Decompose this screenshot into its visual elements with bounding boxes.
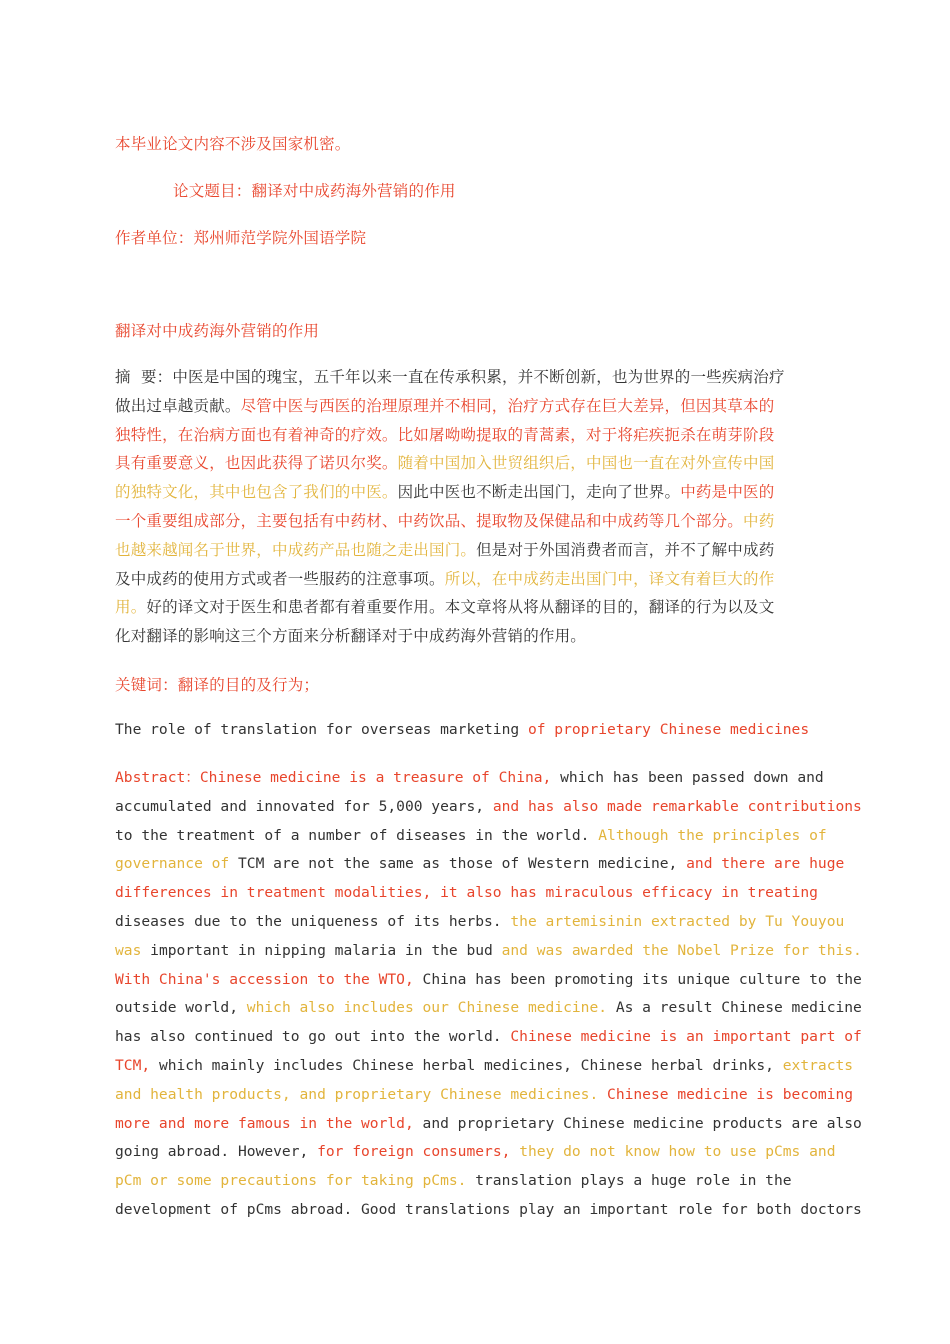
text-segment: of proprietary Chinese medicines (527, 721, 810, 738)
chinese-abstract-line (115, 421, 835, 450)
text-segment: governance of (115, 855, 239, 873)
text-segment: differences in treatment modalities, it also has miraculous efficacy in treating (115, 884, 818, 902)
text-segment: more and more famous in the world, (115, 1114, 423, 1132)
text-segment: has also continued to go out into the world. (115, 1028, 511, 1046)
text-segment: and there are huge (686, 855, 845, 873)
text-segment: 比如屠呦呦提取的青蒿素，对于将疟疾扼杀在萌芽阶段 (397, 425, 775, 444)
english-abstract-line (115, 966, 862, 995)
text-segment: 尽管中医与西医的治理原理并不相同，治疗方式存在巨大差异，但因其草本的 (240, 396, 775, 415)
text-segment: extracts (782, 1056, 854, 1074)
text-segment: for foreign consumers, (317, 1143, 520, 1161)
keywords: 关键词：翻译的目的及行为； (115, 676, 320, 694)
english-abstract-line (115, 1081, 854, 1110)
text-segment: 及中成药的使用方式或者一些服药的注意事项。 (115, 569, 445, 588)
text-segment: pCm or some precautions for taking pCms. (115, 1172, 476, 1190)
text-segment: 做出过卓越贡献。 (115, 396, 241, 415)
chinese-abstract-line (115, 507, 835, 536)
english-abstract-line (115, 1138, 835, 1167)
english-abstract-line (115, 850, 845, 879)
chinese-abstract-line (115, 536, 835, 565)
english-title-line (115, 716, 835, 745)
text-segment: TCM are not the same as those of Western medicine, (238, 855, 687, 873)
english-abstract-line (115, 937, 862, 966)
english-abstract-line (115, 908, 845, 937)
chinese-abstract-line (115, 565, 835, 594)
text-segment: important in nipping malaria in the bud (150, 941, 502, 959)
chinese-abstract (115, 363, 835, 651)
english-abstract-line (115, 1023, 862, 1052)
text-segment: Chinese medicine is a treasure of China, (199, 769, 552, 786)
text-segment: 因此中医也不断走出国门，走向了世界。 (397, 483, 681, 502)
text-segment: development of pCms abroad. Good translations play an important role for both doctors (115, 1200, 862, 1218)
english-abstract-line (115, 879, 835, 908)
confidential-statement: 本毕业论文内容不涉及国家机密。 (115, 135, 351, 153)
text-segment: to the treatment of a number of diseases in the world. (115, 826, 599, 844)
chinese-abstract-line (115, 593, 835, 622)
text-segment: diseases due to the uniqueness of its herbs. (115, 912, 511, 930)
english-abstract-line (115, 1110, 862, 1139)
text-segment: 具有重要意义，也因此获得了诺贝尔奖。 (115, 454, 398, 473)
text-segment: translation plays a huge role in the (475, 1172, 792, 1190)
text-segment: 独特性，在治病方面也有着神奇的疗效。 (115, 425, 398, 444)
text-segment: 的独特文化，其中也包含了我们的中医。 (115, 483, 398, 502)
text-segment: going abroad. However, (115, 1143, 318, 1161)
english-abstract-line (115, 822, 835, 851)
text-segment: 摘 要：中医是中国的瑰宝，五千年以来一直在传承积累，并不断创新，也为世界的一些疾病治疗 (115, 368, 785, 386)
text-segment: As a result Chinese medicine (615, 999, 862, 1017)
text-segment: China has been promoting its unique culture to the (422, 970, 862, 988)
chinese-abstract-line (115, 363, 835, 392)
text-segment: which also includes our Chinese medicine. (246, 999, 616, 1017)
chinese-abstract-line (115, 392, 835, 421)
text-segment: 随着中国加入世贸组织后，中国也一直在对外宣传中国 (397, 454, 775, 473)
text-segment: 所以，在中成药走出国门中，译文有着巨大的作 (444, 569, 775, 588)
text-segment: 中药 (743, 511, 775, 530)
text-segment: Chinese medicine is becoming (607, 1085, 854, 1103)
english-abstract-line (115, 994, 862, 1023)
text-segment: 一个重要组成部分，主要包括有中药材、中药饮品、提取物及保健品和中成药等几个部分。 (115, 511, 744, 530)
text-segment: and proprietary Chinese medicine products are also (422, 1114, 862, 1132)
text-segment: they do not know how to use pCms and (519, 1143, 836, 1161)
text-segment: TCM, (115, 1056, 159, 1074)
text-segment: and has also made remarkable contributions (492, 797, 862, 815)
english-abstract-line (115, 793, 862, 822)
text-segment: the artemisinin extracted by Tu Youyou (510, 912, 845, 930)
english-abstract (115, 764, 862, 1225)
text-segment: With China's accession to the WTO, (115, 970, 423, 988)
text-segment: and health products, and proprietary Chinese medicines. (115, 1085, 608, 1103)
text-segment: outside world, (115, 999, 247, 1017)
text-segment: and was awarded the Nobel Prize for this. (501, 941, 862, 959)
text-segment: which has been passed down and (551, 769, 824, 786)
chinese-abstract-line (115, 478, 835, 507)
chinese-title: 翻译对中成药海外营销的作用 (115, 322, 320, 340)
english-abstract-line (115, 1167, 835, 1196)
text-segment: Although the principles of (598, 826, 827, 844)
text-segment: was (115, 941, 151, 959)
text-segment: accumulated and innovated for 5,000 years, (115, 797, 493, 815)
english-title (115, 716, 835, 745)
chinese-abstract-line (115, 449, 835, 478)
text-segment: 好的译文对于医生和患者都有着重要作用。本文章将从将从翻译的目的，翻译的行为以及文 (146, 598, 775, 617)
text-segment: which mainly includes Chinese herbal medicines, Chinese herbal drinks, (158, 1056, 783, 1074)
text-segment: Chinese medicine is an important part of (510, 1028, 862, 1046)
text-segment: 但是对于外国消费者而言，并不了解中成药 (476, 540, 775, 559)
thesis-title-line: 论文题目：翻译对中成药海外营销的作用 (173, 182, 456, 200)
text-segment: 中药是中医的 (680, 483, 775, 502)
english-abstract-line (115, 1196, 862, 1225)
author-unit: 作者单位：郑州师范学院外国语学院 (115, 229, 367, 247)
text-segment: 也越来越闻名于世界，中成药产品也随之走出国门。 (115, 540, 477, 559)
text-segment: 化对翻译的影响这三个方面来分析翻译对于中成药海外营销的作用。 (115, 627, 587, 646)
english-abstract-line (115, 1052, 854, 1081)
text-segment: Abstract： (115, 769, 200, 786)
text-segment: 用。 (115, 598, 147, 617)
text-segment: The role of translation for overseas marketing (115, 721, 528, 738)
english-abstract-line (115, 764, 835, 793)
chinese-abstract-line (115, 622, 835, 651)
